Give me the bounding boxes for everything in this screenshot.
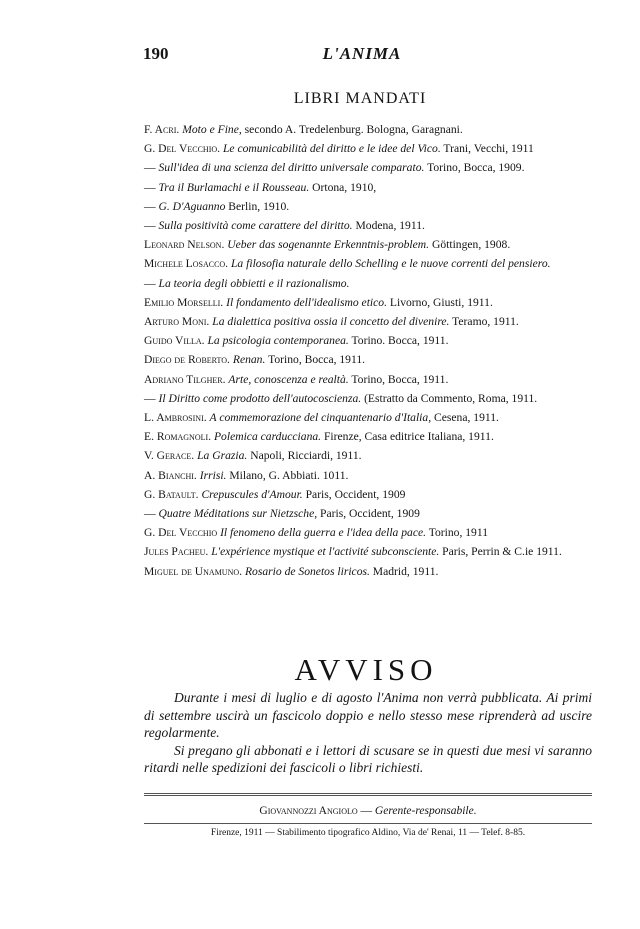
entry-publication: Paris, Occident, 1909	[317, 507, 420, 521]
entry-publication: Trani, Vecchi, 1911	[440, 142, 534, 156]
entry-author: —	[144, 180, 156, 194]
entry-author: Jules Pacheu.	[144, 545, 209, 559]
book-entry	[144, 312, 588, 331]
entry-title: Renan.	[232, 353, 266, 367]
rule	[144, 823, 592, 824]
book-entry	[144, 408, 588, 427]
book-entry	[144, 542, 588, 561]
entry-author: E. Romagnoli.	[144, 430, 212, 444]
book-entry	[144, 370, 588, 389]
entry-publication: Modena, 1911.	[352, 219, 425, 233]
printer-imprint: Firenze, 1911 — Stabilimento tipografico Aldino, Via de' Renai, 11 — Telef. 8-85.	[210, 828, 526, 838]
entry-title: La dialettica positiva ossia il concetto del divenire.	[212, 315, 450, 329]
entry-publication: Madrid, 1911.	[369, 564, 439, 578]
entry-title: G. D'Aguanno	[158, 199, 226, 213]
entry-author: Miguel de Unamuno.	[144, 564, 243, 578]
entry-publication: Torino, 1911	[426, 526, 489, 540]
manager-role: Gerente-responsabile.	[374, 805, 477, 817]
book-entry	[144, 331, 588, 350]
entry-title: Irrisi.	[199, 468, 227, 482]
entry-title: Tra il Burlamachi e il Rousseau.	[158, 180, 310, 194]
entry-title: Il Diritto come prodotto dell'autocoscienza.	[158, 391, 362, 405]
entry-author: —	[144, 391, 156, 405]
entry-publication: Napoli, Ricciardi, 1911.	[247, 449, 362, 463]
book-entry	[144, 197, 588, 216]
book-entry	[144, 178, 588, 197]
entry-author: V. Gerace.	[144, 449, 195, 463]
entry-publication: Firenze, Casa editrice Italiana, 1911.	[321, 430, 494, 444]
entry-publication: Ortona, 1910,	[309, 180, 377, 194]
notice-body	[144, 689, 592, 777]
entry-publication: Torino. Bocca, 1911.	[348, 334, 449, 348]
entry-author: —	[144, 161, 156, 175]
entry-author: Guido Villa.	[144, 334, 205, 348]
manager-signature	[144, 805, 592, 817]
entry-title: Il fenomeno della guerra e l'idea della pace.	[220, 526, 427, 540]
entry-title: La filosofia naturale dello Schelling e le nuove correnti del pensiero.	[230, 257, 551, 271]
entry-publication: Torino, Bocca, 1911.	[265, 353, 366, 367]
running-title: L'ANIMA	[322, 44, 402, 63]
entry-publication: Paris, Perrin & C.ie 1911.	[439, 545, 562, 559]
book-entry	[144, 523, 588, 542]
entry-author: —	[144, 507, 156, 521]
book-entry	[144, 485, 588, 504]
entry-title: Sulla positività come carattere del diritto.	[158, 219, 353, 233]
entry-author: Arturo Moni.	[144, 315, 210, 329]
entry-title: La teoria degli obbietti e il razionalismo.	[158, 276, 350, 290]
entry-publication: Paris, Occident, 1909	[302, 487, 406, 501]
entry-author: Leonard Nelson.	[144, 238, 225, 252]
book-entry	[144, 293, 588, 312]
entry-title: Crepuscules d'Amour.	[201, 487, 303, 501]
entry-author: Emilio Morselli.	[144, 295, 224, 309]
book-entry	[144, 274, 588, 293]
entry-title: Arte, conoscenza e realtà.	[228, 372, 349, 386]
manager-separator: —	[357, 805, 375, 817]
book-entry	[144, 120, 588, 139]
book-entry	[144, 350, 588, 369]
entry-publication: Berlin, 1910.	[225, 199, 290, 213]
book-entry	[144, 427, 588, 446]
entry-author: Adriano Tilgher.	[144, 372, 226, 386]
entry-publication: Milano, G. Abbiati. 1011.	[226, 468, 349, 482]
notice-paragraph: Durante i mesi di luglio e di agosto l'Anima non verrà pubblicata. Ai primi di settembre uscirà un fascicolo doppio e nello stesso mese riprenderà ad uscire regolarmente.	[144, 690, 592, 740]
entry-title: La Grazia.	[197, 449, 248, 463]
entry-publication: Cesena, 1911.	[431, 411, 499, 425]
entry-title: Sull'idea di una scienza del diritto universale comparato.	[158, 161, 425, 175]
entry-author: Diego de Roberto.	[144, 353, 230, 367]
entry-author: —	[144, 276, 156, 290]
entry-title: A commemorazione del cinquantenario d'Italia,	[209, 411, 432, 425]
entry-publication: Torino, Bocca, 1909.	[424, 161, 525, 175]
entry-author: —	[144, 219, 156, 233]
manager-name: Giovannozzi Angiolo	[259, 805, 358, 817]
entry-publication: Livorno, Giusti, 1911.	[387, 295, 493, 309]
entry-author: L. Ambrosini.	[144, 411, 207, 425]
entry-author: G. Del Vecchio.	[144, 142, 221, 156]
book-entry	[144, 562, 588, 581]
entry-author: G. Batault.	[144, 487, 199, 501]
entry-title: La psicologia contemporanea.	[207, 334, 349, 348]
book-entry	[144, 389, 588, 408]
entry-title: Ueber das sogenannte Erkenntnis-problem.	[227, 238, 430, 252]
entry-title: L'expérience mystique et l'activité subconsciente.	[211, 545, 440, 559]
entry-publication: secondo A. Tredelenburg. Bologna, Garagnani.	[241, 123, 463, 136]
entry-publication: Göttingen, 1908.	[429, 238, 511, 252]
book-entry	[144, 504, 588, 523]
page-number: 190	[143, 44, 169, 63]
double-rule	[144, 793, 592, 796]
book-list	[144, 120, 588, 581]
book-entry	[144, 235, 588, 254]
entry-author: G. Del Vecchio	[144, 526, 218, 540]
entry-title: Il fondamento dell'idealismo etico.	[226, 295, 387, 309]
entry-title: Le comunicabilità del diritto e le idee del Vico.	[222, 142, 441, 156]
entry-author: F. Acri.	[144, 123, 180, 136]
book-entry	[144, 158, 588, 177]
notice-heading: AVVISO	[294, 652, 438, 687]
book-entry	[144, 216, 588, 235]
entry-author: Michele Losacco.	[144, 257, 229, 271]
book-entry	[144, 254, 588, 273]
notice-paragraph: Si pregano gli abbonati e i lettori di scusare se in questi due mesi vi saranno ritardi nelle spedizioni dei fascicoli o libri richiesti.	[144, 742, 592, 775]
entry-author: A. Bianchi.	[144, 468, 197, 482]
entry-title: Rosario de Sonetos liricos.	[244, 564, 370, 578]
section-title: LIBRI MANDATI	[293, 90, 427, 107]
entry-title: Polemica carducciana.	[213, 430, 322, 444]
entry-publication: Torino, Bocca, 1911.	[348, 372, 449, 386]
book-entry	[144, 466, 588, 485]
entry-author: —	[144, 199, 156, 213]
entry-title: Moto e Fine,	[182, 123, 242, 136]
entry-publication: (Estratto da Commento, Roma, 1911.	[361, 391, 538, 405]
book-entry	[144, 446, 588, 465]
entry-publication: Teramo, 1911.	[449, 315, 519, 329]
entry-title: Quatre Méditations sur Nietzsche,	[158, 507, 318, 521]
book-entry	[144, 139, 588, 158]
